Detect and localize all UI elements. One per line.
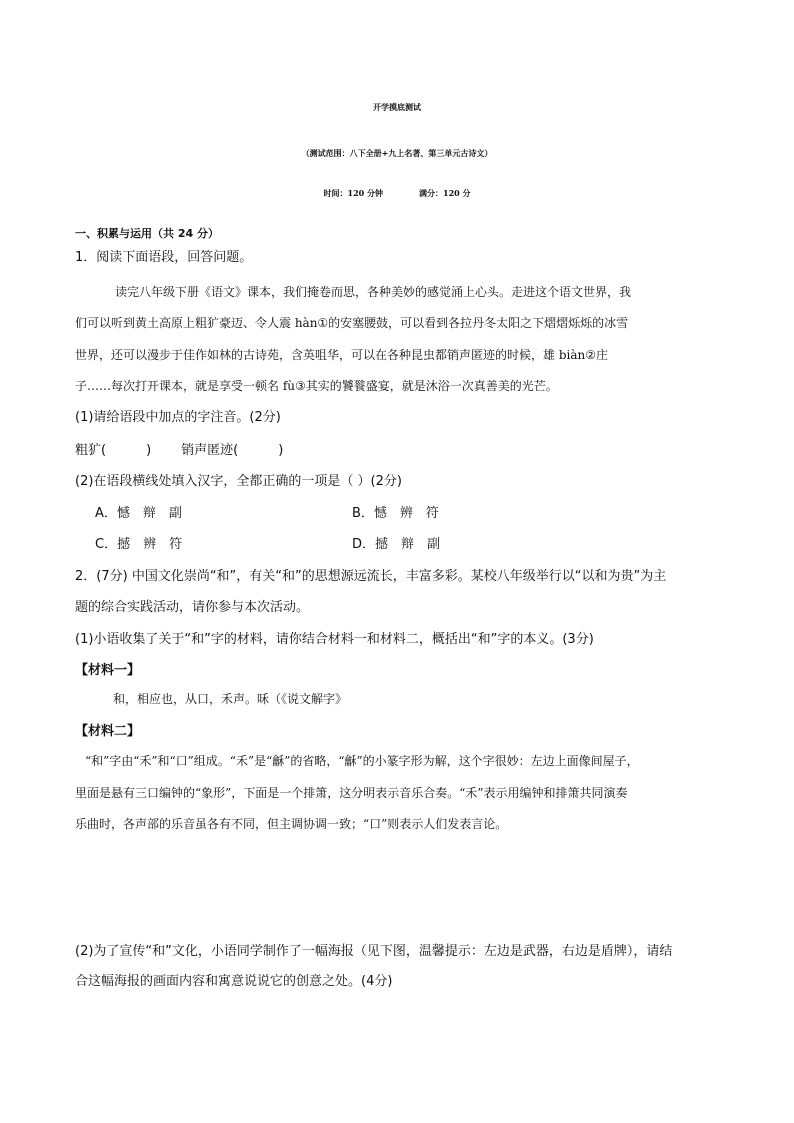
full-score: 满分：120 分 [419,188,471,198]
question-2-sub2: 合这幅海报的画面内容和寓意说说它的创意之处。(4分) [75,974,393,989]
passage-line: 世界，还可以漫步于佳作如林的古诗苑，含英咀华，可以在各种昆虫都销声匿迹的时候，雄 biàn②庄 [75,348,608,362]
question-1-sub1: (1)请给语段中加点的字注音。(2分) [75,410,281,425]
material-1-label: 【材料一】 [75,663,141,678]
question-2-sub1: (1)小语收集了关于“和”字的材料，请你结合材料一和材料二，概括出“和”字的本义。(3分) [75,632,594,647]
exam-time: 时间：120 分钟 [323,188,383,198]
option-c[interactable]: C．撼 辨 符 [95,537,183,552]
option-b[interactable]: B．憾 辨 符 [352,506,439,521]
word-2: 销声匿迹( [181,443,239,458]
question-2-sub2: (2)为了宣传“和”文化，小语同学制作了一幅海报（见下图，温馨提示：左边是武器，右边是盾牌），请结 [75,944,673,959]
question-1-sub2: (2)在语段横线处填入汉字，全都正确的一项是（ ）(2分) [75,474,402,489]
material-2-line: “和”字由“禾”和“口”组成。“禾”是“龢”的省略，“龢”的小篆字形为解，这个字很妙：左边上面像间屋子， [85,754,639,768]
page-title: 开学摸底测试 [373,102,421,112]
passage-line: 们可以听到黄土高原上粗犷豪迈、令人震 hàn①的安塞腰鼓，可以看到各拉丹冬太阳之下熠熠烁烁的冰雪 [75,316,629,330]
passage-line: 子……每次打开课本，就是享受一顿名 fù③其实的饕餮盛宴，就是沐浴一次真善美的光芒。 [75,379,558,393]
test-scope: （测试范围：八下全册+九上名著、第三单元古诗文） [301,148,493,158]
section-heading: 一、积累与运用（共 24 分） [75,227,219,240]
material-2-line: 乐曲时，各声部的乐音虽各有不同，但主调协调一致；“口”则表示人们发表言论。 [75,817,508,831]
material-2-line: 里面是悬有三口编钟的“象形”，下面是一个排箫，这分明表示音乐合奏。“禾”表示用编钟和排箫共同演奏 [75,786,628,800]
option-a[interactable]: A．憾 辩 副 [95,506,182,521]
passage-line: 读完八年级下册《语文》课本，我们掩卷而思，各种美妙的感觉涌上心头。走进这个语文世界，我 [115,285,632,299]
material-1-text: 和，相应也，从口，禾声。咊（《说文解字》 [113,692,348,706]
option-d[interactable]: D．撼 辩 副 [352,537,441,552]
time-and-score [0,188,794,199]
material-2-label: 【材料二】 [75,724,141,739]
question-2-stem: 2．(7分) 中国文化崇尚“和”，有关“和”的思想源远流长，丰富多彩。某校八年级举行以“以和为贵”为主 [75,569,667,584]
question-1-stem: 1．阅读下面语段，回答问题。 [75,250,253,265]
word-1: 粗犷( [75,443,107,458]
question-2-stem: 题的综合实践活动，请你参与本次活动。 [75,600,310,615]
pinyin-answer-line: 粗犷( ) 销声匿迹( ) [75,443,284,458]
